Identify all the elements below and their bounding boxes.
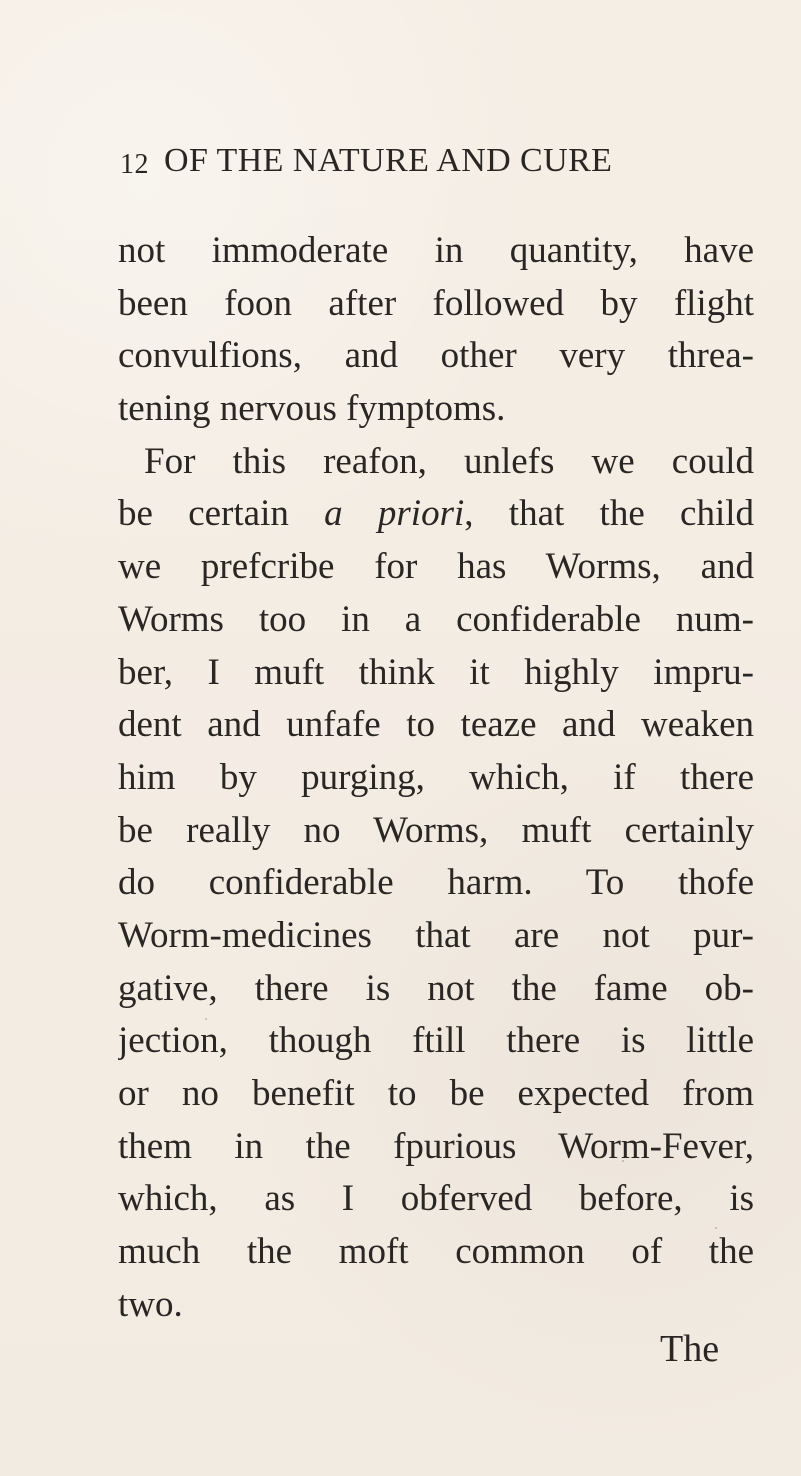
text-line-17: or no benefit to be expected from [118,1073,754,1114]
text-line-6-before: be certain [118,493,325,535]
text-line-16: jection, though ftill there is little [118,1020,754,1062]
text-line-8: Worms too in a confiderable num- [118,598,754,640]
text-line-15: gative, there is not the fame ob- [118,967,754,1009]
text-line-12: be really no Worms, muft certainly [118,809,754,851]
text-line-11: him by purging, which, if there [118,756,754,798]
paper-speck [622,1160,624,1162]
running-title: OF THE NATURE AND CURE [164,142,613,179]
text-line-19: which, as I obferved before, is [118,1178,754,1220]
body-text [118,225,754,1331]
text-line-7: we prefcribe for has Worms, and [118,546,754,588]
paper-speck [715,1227,717,1229]
catchword: The [660,1328,720,1370]
text-line-6 [118,488,754,541]
text-line-21: two. [118,1283,183,1325]
text-line-2: been foon after followed by flight [118,282,754,324]
paper-speck [205,1018,207,1020]
text-line-10: dent and unfafe to teaze and weaken [118,704,754,746]
paper-speck [121,398,123,400]
text-line-14: Worm-medicines that are not pur- [118,914,754,956]
running-head [120,144,680,186]
text-line-13: do confiderable harm. To thofe [118,862,754,904]
text-line-5: For this reafon, unlefs we could [144,440,754,482]
page-number: 12 [120,149,149,180]
text-line-18: them in the fpurious Worm-Fever, [118,1125,754,1167]
text-line-4: tening nervous fymptoms. [118,388,506,430]
text-line-3: convulfions, and other very threa- [118,335,754,377]
latin-phrase: a priori [324,493,465,535]
text-line-6-after: , that the child [464,493,754,535]
text-line-9: ber, I muft think it highly impru- [118,651,754,693]
text-line-1: not immoderate in quantity, have [118,230,754,271]
text-line-20: much the moft common of the [118,1231,754,1273]
